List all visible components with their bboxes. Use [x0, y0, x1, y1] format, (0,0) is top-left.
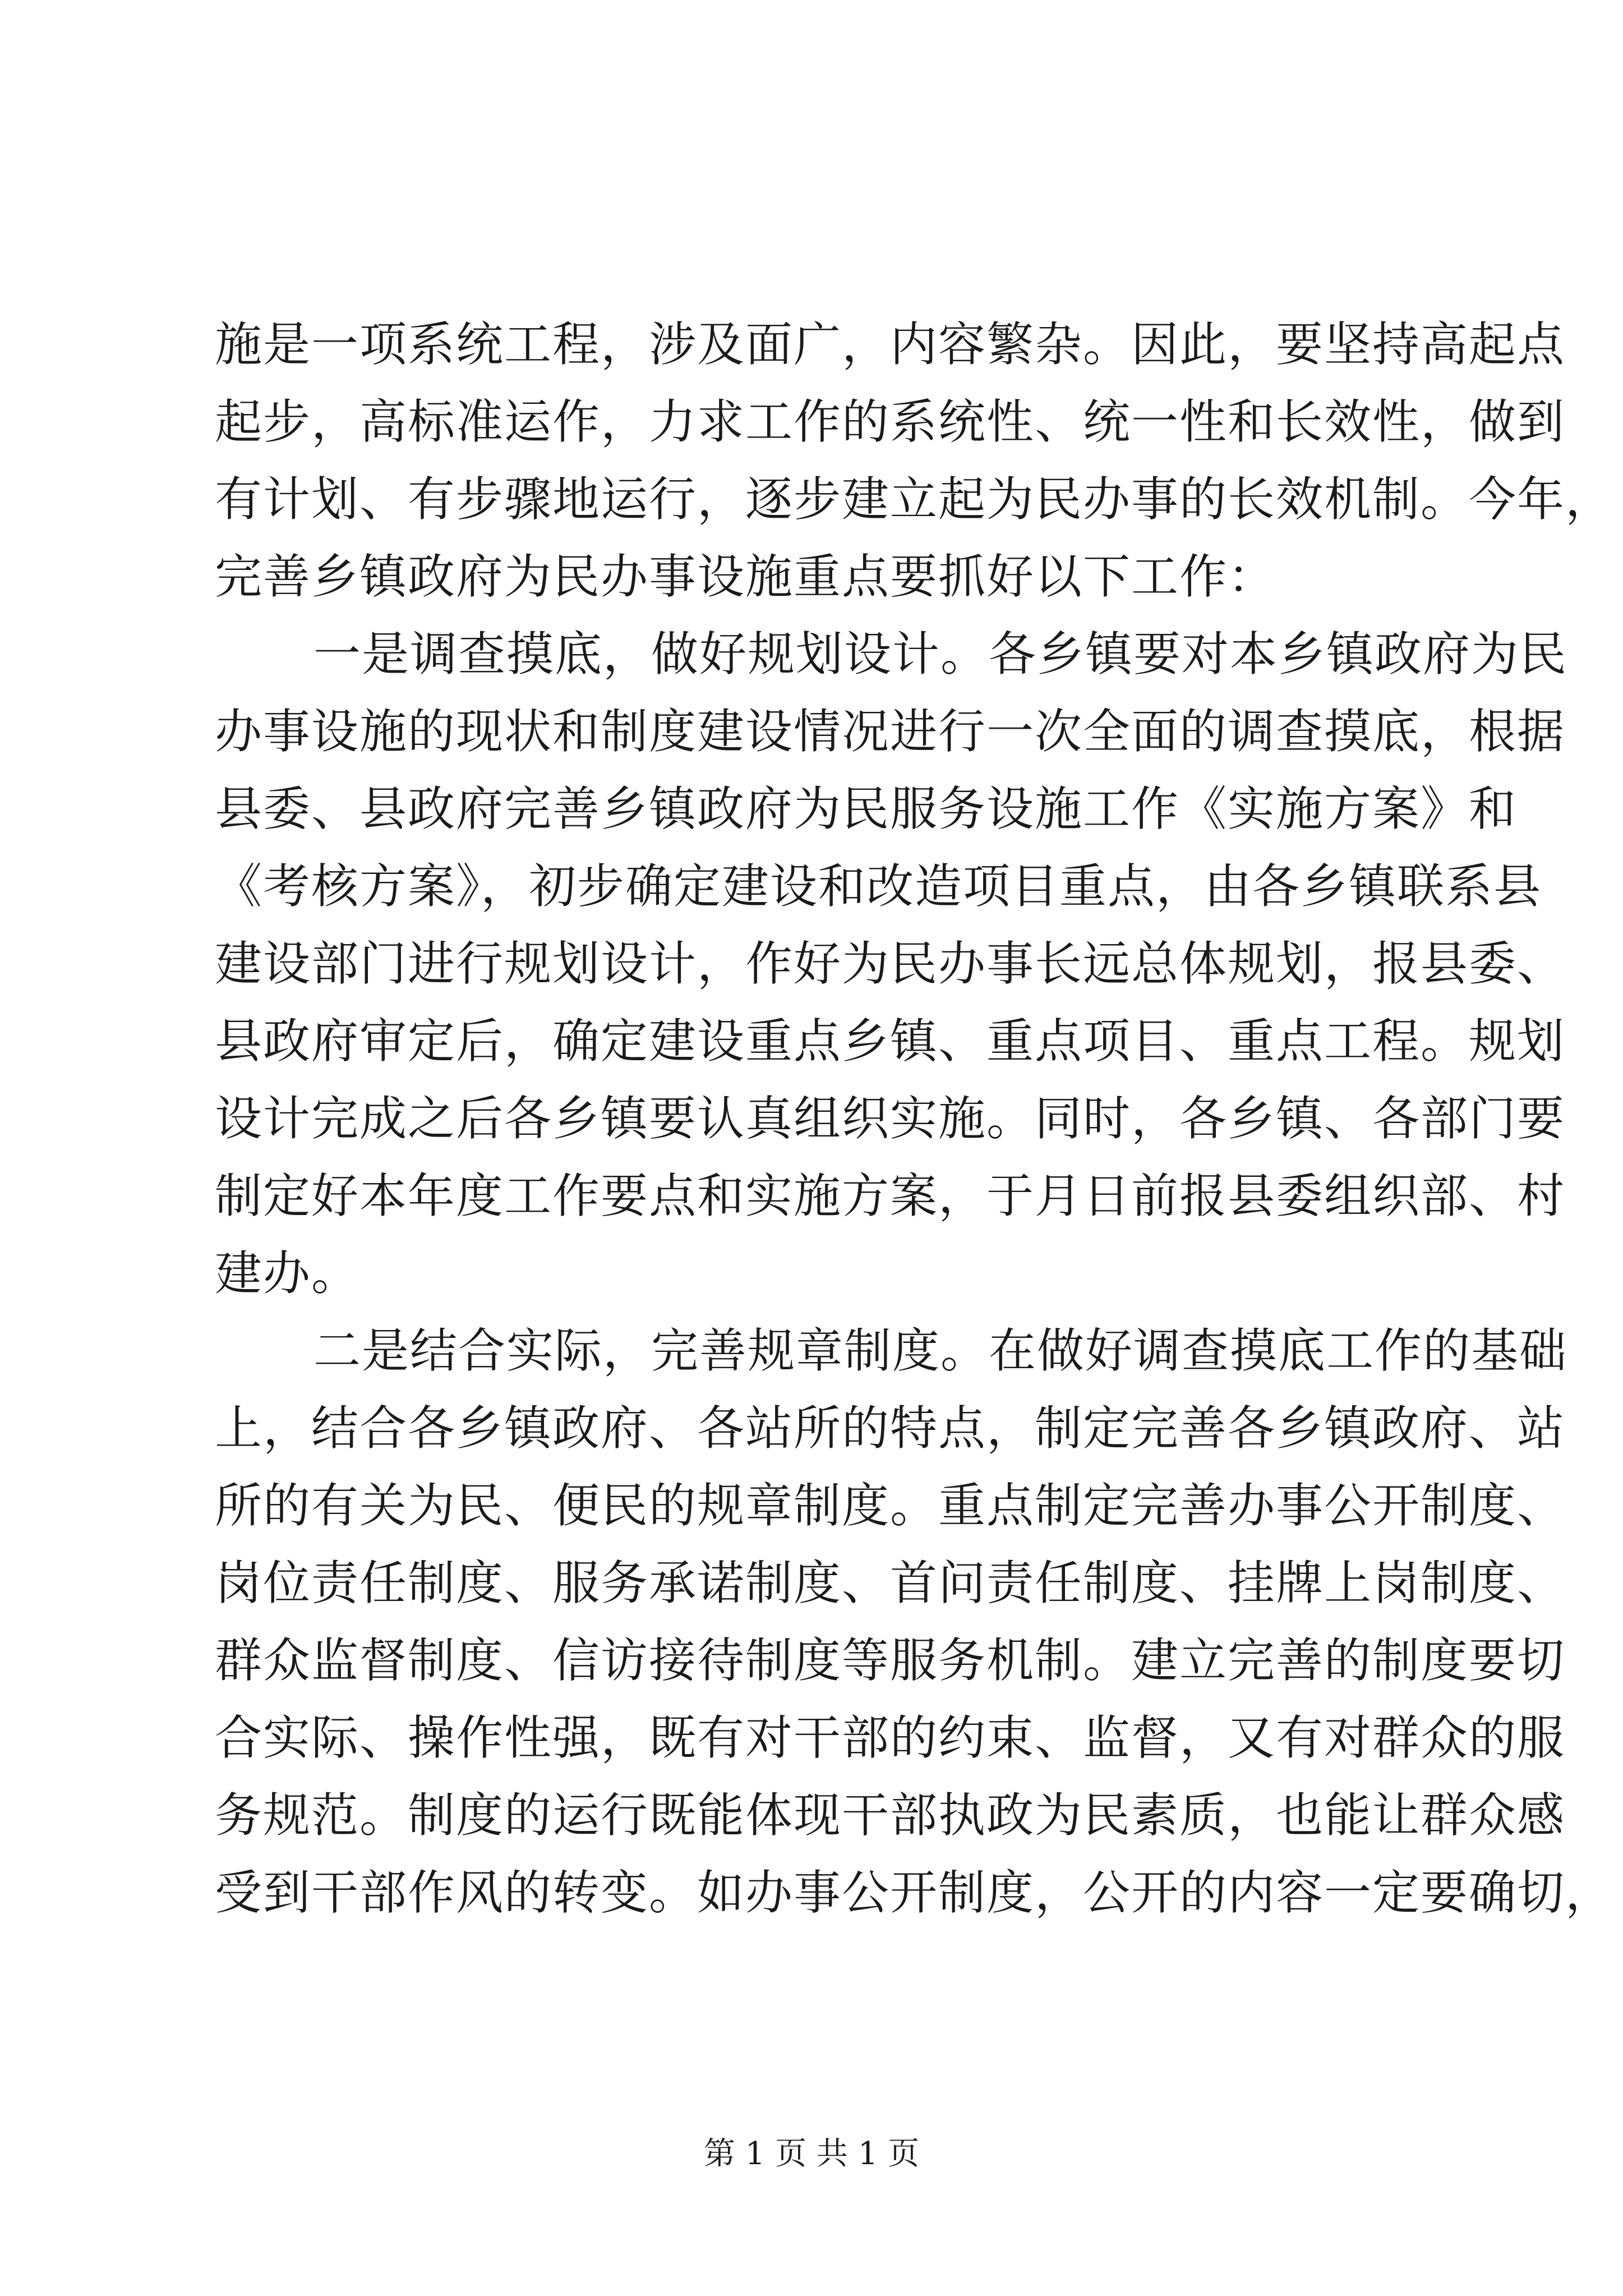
- text-line: 建办。: [215, 1246, 360, 1301]
- body-text: [215, 306, 1614, 1931]
- text-line: 群众监督制度、信访接待制度等服务机制。建立完善的制度要切: [215, 1633, 1566, 1688]
- text-line: 设计完成之后各乡镇要认真组织实施。同时，各乡镇、各部门要: [215, 1091, 1566, 1146]
- text-line: 上，结合各乡镇政府、各站所的特点，制定完善各乡镇政府、站: [215, 1401, 1566, 1456]
- text-line: 有计划、有步骤地运行，逐步建立起为民办事的长效机制。今年，: [215, 472, 1614, 527]
- text-line: 岗位责任制度、服务承诺制度、首问责任制度、挂牌上岗制度、: [215, 1556, 1566, 1611]
- paragraph-start-line: 二是结合实际，完善规章制度。在做好调查摸底工作的基础: [313, 1323, 1568, 1378]
- paragraph-start-line: 一是调查摸底，做好规划设计。各乡镇要对本乡镇政府为民: [313, 627, 1568, 682]
- text-line: 受到干部作风的转变。如办事公开制度，公开的内容一定要确切，: [215, 1865, 1614, 1920]
- text-line: 县政府审定后，确定建设重点乡镇、重点项目、重点工程。规划: [215, 1014, 1566, 1069]
- text-line: 完善乡镇政府为民办事设施重点要抓好以下工作：: [215, 549, 1276, 604]
- text-line: 所的有关为民、便民的规章制度。重点制定完善办事公开制度、: [215, 1478, 1566, 1533]
- text-line: 县委、县政府完善乡镇政府为民服务设施工作《实施方案》和: [215, 781, 1518, 836]
- text-line: 起步，高标准运作，力求工作的系统性、统一性和长效性，做到: [215, 394, 1566, 449]
- text-line: 务规范。制度的运行既能体现干部执政为民素质，也能让群众感: [215, 1788, 1566, 1843]
- text-line: 《考核方案》，初步确定建设和改造项目重点，由各乡镇联系县: [215, 859, 1542, 914]
- text-line: 办事设施的现状和制度建设情况进行一次全面的调查摸底，根据: [215, 704, 1566, 759]
- text-line: 施是一项系统工程，涉及面广，内容繁杂。因此，要坚持高起点: [215, 317, 1566, 372]
- text-line: 合实际、操作性强，既有对干部的约束、监督，又有对群众的服: [215, 1710, 1566, 1765]
- page-number-footer: 第 1 页 共 1 页: [703, 2136, 920, 2172]
- text-line: 制定好本年度工作要点和实施方案，于月日前报县委组织部、村: [215, 1168, 1566, 1223]
- text-line: 建设部门进行规划设计，作好为民办事长远总体规划，报县委、: [215, 936, 1566, 991]
